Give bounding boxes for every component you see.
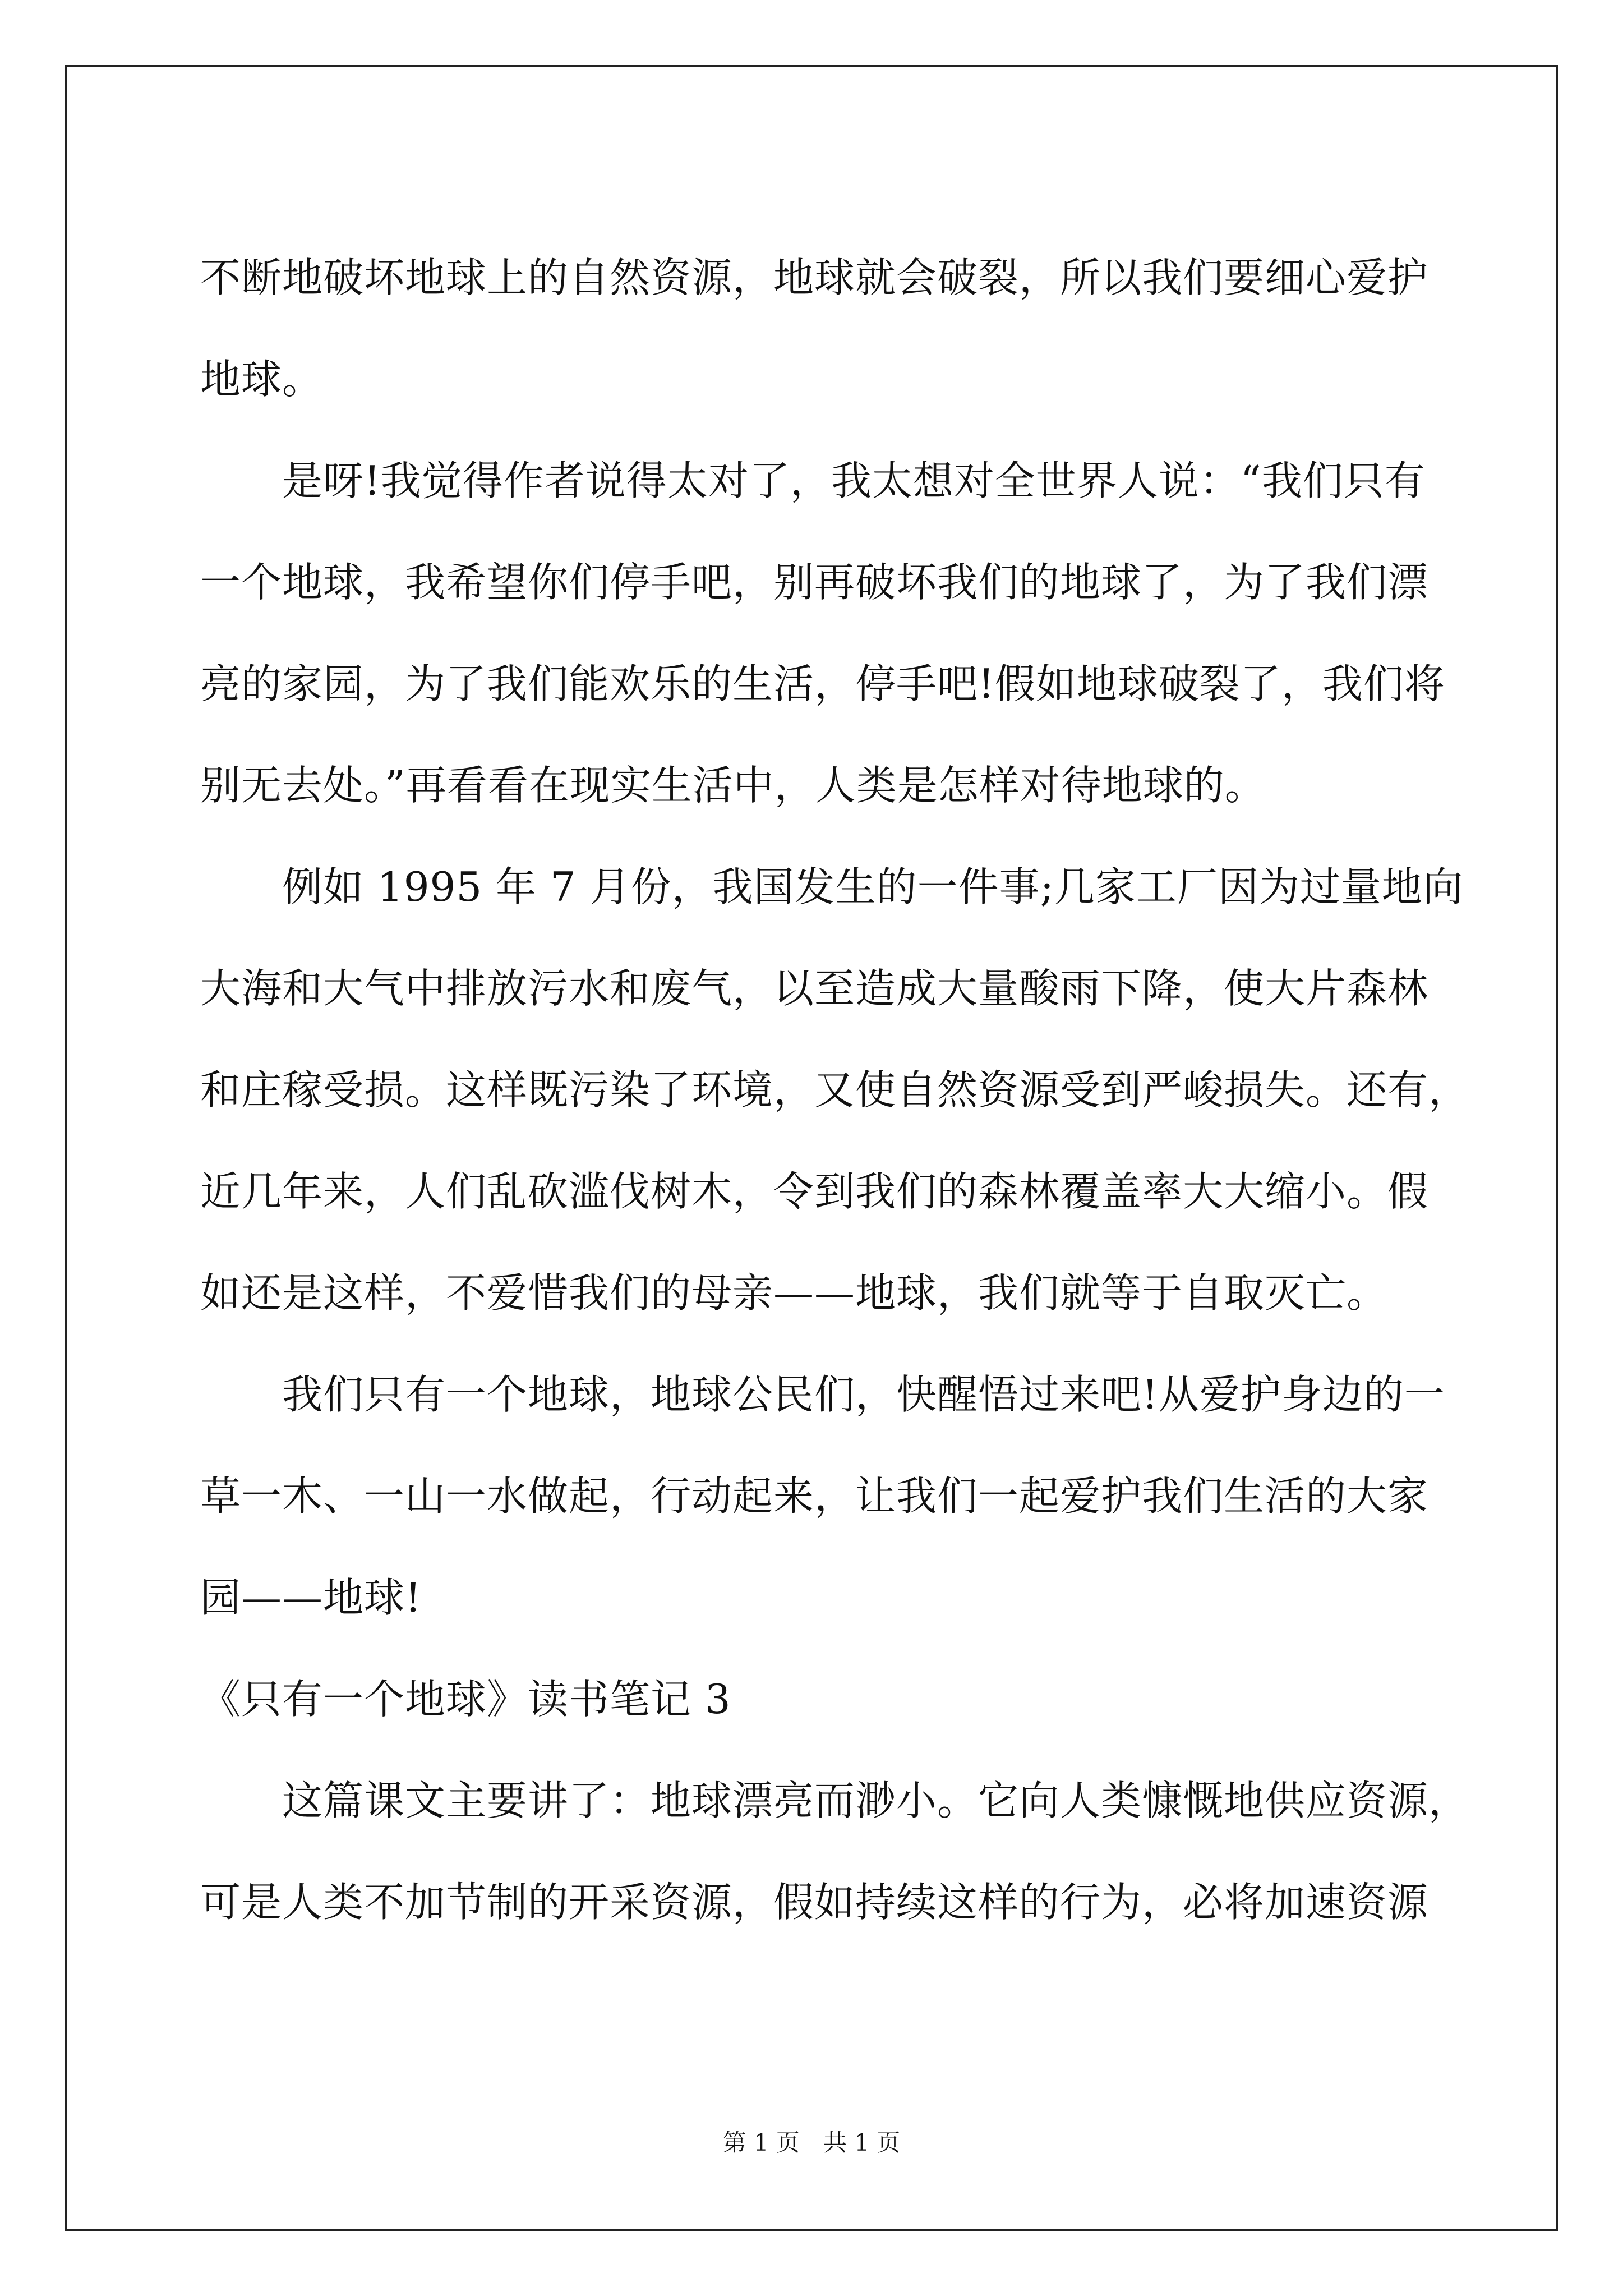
paragraph-line: 不断地破坏地球上的自然资源，地球就会破裂，所以我们要细心爱护: [200, 254, 1429, 301]
paragraph-line: 草一木、一山一水做起，行动起来，让我们一起爱护我们生活的大家: [200, 1473, 1429, 1520]
paragraph-line: 我们只有一个地球，地球公民们，快醒悟过来吧!从爱护身边的一: [282, 1371, 1445, 1418]
paragraph-line: 和庄稼受损。这样既污染了环境，又使自然资源受到严峻损失。还有，: [200, 1066, 1470, 1114]
paragraph-line: 如还是这样，不爱惜我们的母亲——地球，我们就等于自取灭亡。: [200, 1269, 1388, 1317]
paragraph-line: 这篇课文主要讲了：地球漂亮而渺小。它向人类慷慨地供应资源，: [282, 1777, 1470, 1824]
document-body: [200, 227, 1470, 1953]
paragraph-line: 园——地球!: [200, 1574, 422, 1621]
page-number-footer: 第 1 页 共 1 页: [722, 2129, 901, 2156]
paragraph-line: 一个地球，我希望你们停手吧，别再破坏我们的地球了，为了我们漂: [200, 559, 1429, 606]
paragraph-line: 亮的家园，为了我们能欢乐的生活，停手吧!假如地球破裂了，我们将: [200, 660, 1445, 707]
paragraph-line: 例如 1995 年 7 月份，我国发生的一件事;几家工厂因为过量地向: [282, 863, 1464, 910]
paragraph-line: 近几年来，人们乱砍滥伐树木，令到我们的森林覆盖率大大缩小。假: [200, 1168, 1429, 1215]
section-heading: 《只有一个地球》读书笔记 3: [200, 1676, 731, 1723]
paragraph-line: 地球。: [200, 356, 324, 403]
paragraph-line: 别无去处。”再看看在现实生活中，人类是怎样对待地球的。: [200, 762, 1266, 809]
paragraph-line: 是呀!我觉得作者说得太对了，我太想对全世界人说：“我们只有: [282, 457, 1426, 504]
paragraph-line: 大海和大气中排放污水和废气，以至造成大量酸雨下降，使大片森林: [200, 965, 1429, 1012]
paragraph-line: 可是人类不加节制的开采资源，假如持续这样的行为，必将加速资源: [200, 1879, 1429, 1926]
